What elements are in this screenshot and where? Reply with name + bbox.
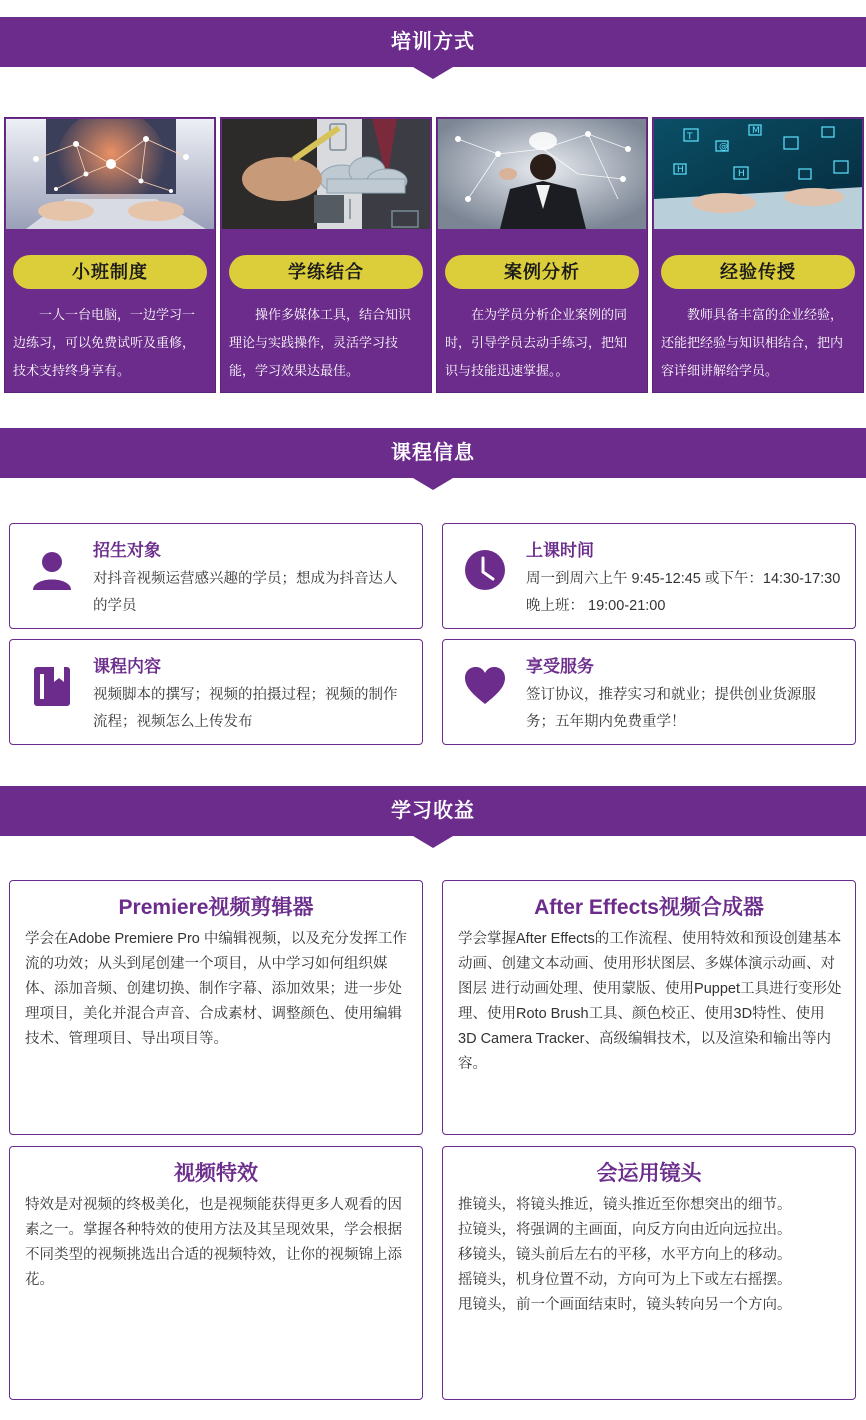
info-card-content (9, 639, 423, 745)
benefit-title: 会运用镜头 (596, 1162, 702, 1185)
section-title: 课程信息 (391, 442, 475, 464)
person-icon (30, 548, 74, 592)
benefit-line: 甩镜头，前一个画面结束时，镜头转向另一个方向。 (458, 1297, 792, 1313)
benefit-title: Premiere视频剪辑器 (118, 896, 314, 919)
training-card-practice (220, 117, 432, 393)
book-icon (30, 664, 74, 708)
clock-icon (463, 548, 507, 592)
info-title: 招生对象 (93, 541, 161, 560)
banner-notch (413, 67, 453, 79)
benefit-line: 移镜头，镜头前后左右的平移，水平方向上的移动。 (458, 1247, 792, 1263)
info-text: 周一到周六上午 9:45-12:45 或下午：14:30-17:30 晚上班： 19:00-21:00 (526, 571, 841, 614)
info-text: 视频脚本的撰写；视频的拍摄过程；视频的制作流程；视频怎么上传发布 (93, 687, 398, 730)
benefit-title: After Effects视频合成器 (534, 896, 764, 919)
benefit-card-effects (9, 1146, 423, 1400)
benefit-card-premiere (9, 880, 423, 1135)
svg-text:@: @ (719, 142, 728, 152)
benefit-line: 拉镜头，将强调的主画面，向反方向由近向远拉出。 (458, 1222, 792, 1238)
benefit-text (458, 1193, 843, 1318)
banner-notch (413, 836, 453, 848)
training-desc: 操作多媒体工具，结合知识理论与实践操作，灵活学习技能，学习效果达最佳。 (229, 307, 412, 378)
training-title: 案例分析 (445, 255, 639, 289)
training-card-experience (652, 117, 864, 393)
benefit-card-camera (442, 1146, 856, 1400)
training-desc: 教师具备丰富的企业经验，还能把经验与知识相结合，把内容详细讲解给学员。 (661, 307, 844, 378)
svg-text:M: M (752, 126, 760, 136)
training-title: 学练结合 (229, 255, 423, 289)
section-banner-info (0, 428, 866, 478)
training-title: 经验传授 (661, 255, 855, 289)
info-text: 对抖音视频运营感兴趣的学员；想成为抖音达人的学员 (93, 571, 398, 614)
benefit-text: 学会掌握After Effects的工作流程、使用特效和预设创建基本动画、创建文本动画、使用形状图层、多媒体演示动画、对图层 进行动画处理、使用蒙版、使用Puppet工具进行变形处理、使用Roto Brush工具、颜色校正、使用3D特性、使用3D Camera Tracker、高级编辑技术，以及渲染和输出等内容。 (458, 931, 842, 1072)
training-card-case (436, 117, 648, 393)
info-text: 签订协议，推荐实习和就业；提供创业货源服务；五年期内免费重学！ (526, 687, 816, 730)
benefit-title: 视频特效 (174, 1162, 258, 1185)
training-image-network (6, 119, 214, 229)
info-card-schedule (442, 523, 856, 629)
training-image-cloud (222, 119, 430, 229)
info-title: 课程内容 (93, 657, 161, 676)
benefit-line: 推镜头，将镜头推近，镜头推近至你想突出的细节。 (458, 1197, 792, 1213)
svg-text:H: H (738, 169, 745, 179)
section-banner-benefits (0, 786, 866, 836)
info-title: 上课时间 (526, 541, 594, 560)
section-title: 学习收益 (391, 800, 475, 822)
training-desc: 在为学员分析企业案例的同时，引导学员去动手练习，把知识与技能迅速掌握。。 (445, 307, 628, 378)
benefit-text: 特效是对视频的终极美化，也是视频能获得更多人观看的因素之一。掌握各种特效的使用方法及其呈现效果，学会根据不同类型的视频挑选出合适的视频特效，让你的视频锦上添花。 (25, 1197, 402, 1288)
section-title: 培训方式 (391, 31, 475, 53)
training-desc: 一人一台电脑，一边学习一边练习，可以免费试听及重修，技术支持终身享有。 (13, 307, 196, 378)
banner-notch (413, 478, 453, 490)
svg-text:T: T (687, 132, 693, 142)
training-title: 小班制度 (13, 255, 207, 289)
heart-icon (463, 664, 507, 708)
info-title: 享受服务 (526, 657, 594, 676)
training-image-business (438, 119, 646, 229)
benefit-text: 学会在Adobe Premiere Pro 中编辑视频，以及充分发挥工作流的功效；从头到尾创建一个项目，从中学习如何组织媒体、添加音频、创建切换、制作字幕、添加效果；进一步处理项目，美化并混合声音、合成素材、调整颜色、使用编辑技术、管理项目、导出项目等。 (25, 931, 407, 1047)
svg-text:H: H (677, 165, 684, 175)
benefit-line: 摇镜头，机身位置不动，方向可为上下或左右摇摆。 (458, 1272, 792, 1288)
info-card-service (442, 639, 856, 745)
benefit-card-after-effects (442, 880, 856, 1135)
training-card-small-class (4, 117, 216, 393)
section-banner-training (0, 17, 866, 67)
training-image-keyboard (654, 119, 862, 229)
info-card-audience (9, 523, 423, 629)
